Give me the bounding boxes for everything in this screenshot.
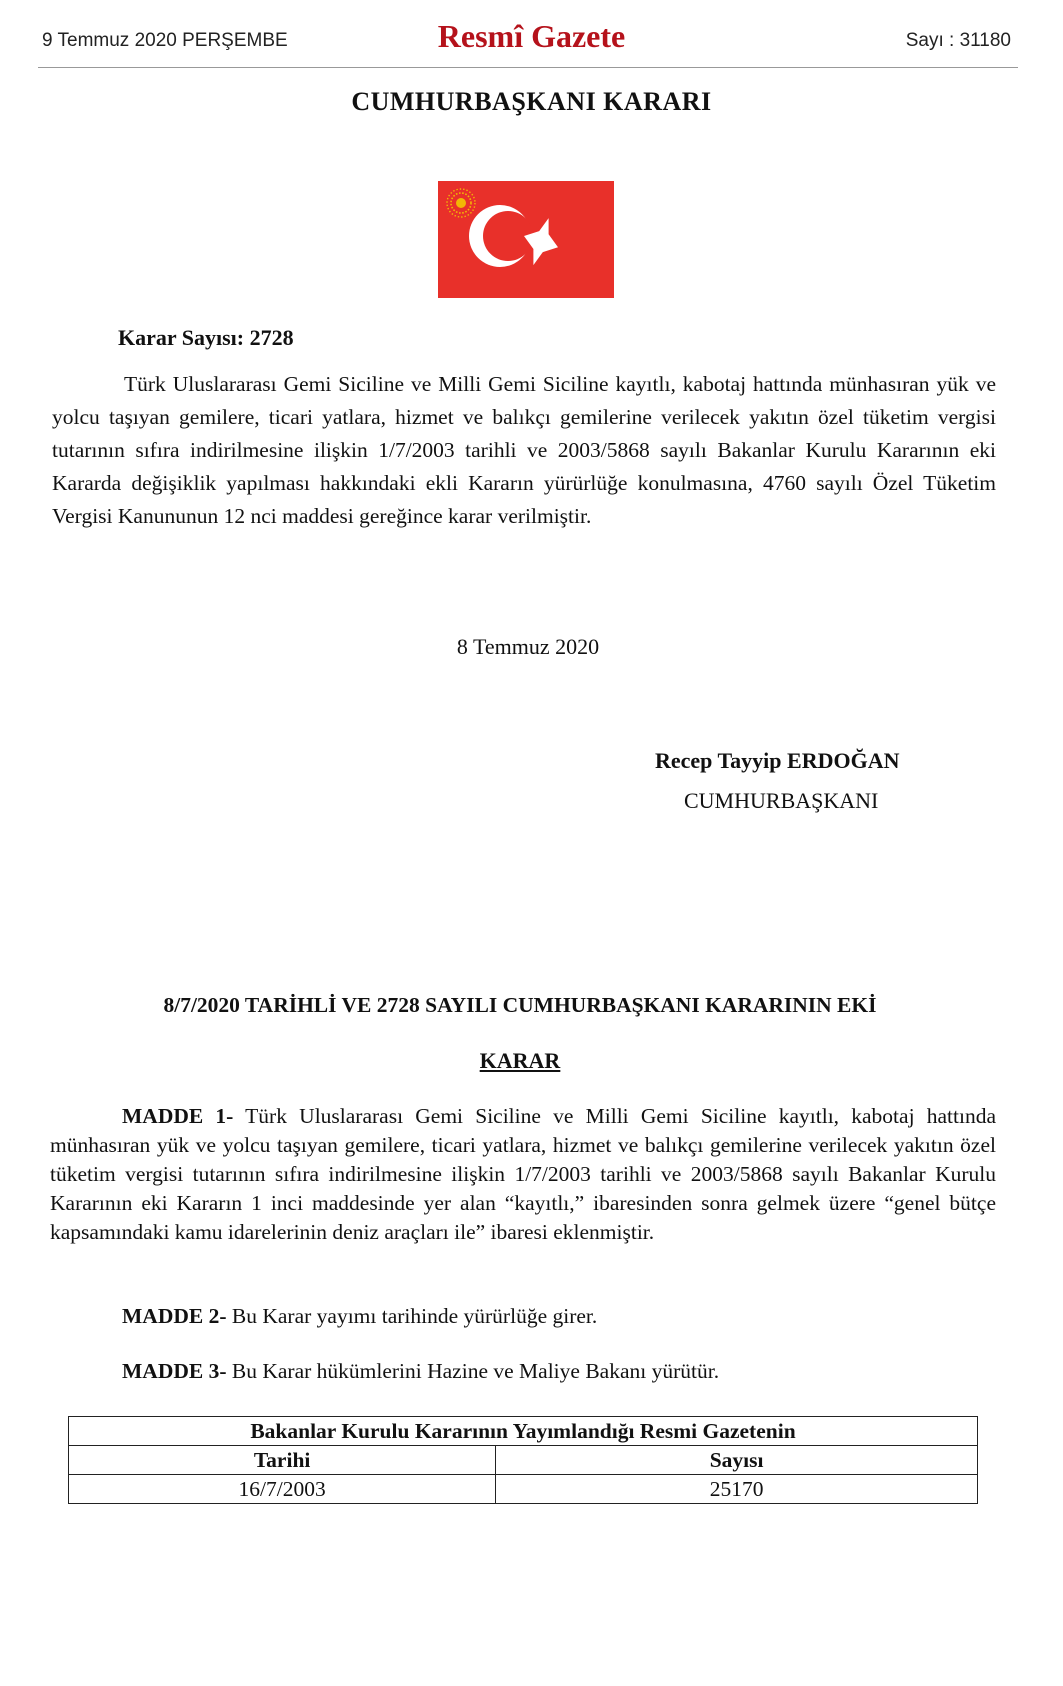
gazette-title: Resmî Gazete bbox=[437, 18, 626, 54]
cell-number: 25170 bbox=[496, 1475, 978, 1504]
signer-title: CUMHURBAŞKANI bbox=[684, 788, 879, 813]
table-caption: Bakanlar Kurulu Kararının Yayımlandığı Resmi Gazetenin bbox=[69, 1417, 978, 1446]
annex-title: KARAR bbox=[479, 1048, 561, 1073]
cell-date: 16/7/2003 bbox=[69, 1475, 496, 1504]
table-header-row bbox=[69, 1446, 978, 1475]
header-issue-number: Sayı : 31180 bbox=[905, 30, 1011, 51]
header-date: 9 Temmuz 2020 PERŞEMBE bbox=[42, 30, 288, 51]
annex-heading: 8/7/2020 TARİHLİ VE 2728 SAYILI CUMHURBAŞKANI KARARININ EKİ bbox=[163, 993, 877, 1017]
article-2 bbox=[122, 1304, 597, 1329]
article-2-text: Bu Karar yayımı tarihinde yürürlüğe girer. bbox=[226, 1304, 598, 1328]
decree-number: Karar Sayısı: 2728 bbox=[118, 325, 294, 350]
article-1-text: Türk Uluslararası Gemi Siciline ve Milli Gemi Siciline kayıtlı, kabotaj hattında münhasıran yük ve yolcu taşıyan gemilere, ticari yatlara, hizmet ve balıkçı gemilerine verilecek yakıtın özel tüketim vergisi tutarının sıfıra indirilmesine ilişkin 1/7/2003 tarihli ve 2003/5868 sayılı Bakanlar Kurulu Kararının eki Kararın 1 inci maddesinde yer alan “kayıtlı,” ibaresinden sonra gelmek üzere “genel bütçe kapsamındaki kamu idarelerinin deniz araçları ile” ibaresi eklenmiştir. bbox=[50, 1104, 997, 1244]
article-3 bbox=[122, 1359, 719, 1384]
header-divider bbox=[38, 67, 1018, 68]
article-3-label: MADDE 3- bbox=[122, 1359, 227, 1383]
signer-name: Recep Tayyip ERDOĞAN bbox=[655, 748, 900, 773]
decree-body: Türk Uluslararası Gemi Siciline ve Milli Gemi Siciline kayıtlı, kabotaj hattında münhasıran yük ve yolcu taşıyan gemilere, ticari yatlara, hizmet ve balıkçı gemilerine verilecek yakıtın özel tüketim vergisi tutarının sıfıra indirilmesine ilişkin 1/7/2003 tarihli ve 2003/5868 sayılı Bakanlar Kurulu Kararının eki Kararda değişiklik yapılması hakkındaki ekli Kararın yürürlüğe konulmasına, 4760 sayılı Özel Tüketim Vergisi Kanununun 12 nci maddesi gereğince karar verilmiştir. bbox=[52, 372, 996, 528]
column-header-number: Sayısı bbox=[496, 1446, 978, 1475]
article-2-label: MADDE 2- bbox=[122, 1304, 227, 1328]
decree-date: 8 Temmuz 2020 bbox=[456, 634, 600, 659]
reference-table bbox=[68, 1416, 978, 1504]
turkish-flag-icon bbox=[438, 181, 614, 298]
column-header-date: Tarihi bbox=[69, 1446, 496, 1475]
decree-heading: CUMHURBAŞKANI KARARI bbox=[351, 87, 712, 116]
article-1-label: MADDE 1- bbox=[122, 1104, 234, 1128]
table-caption-row bbox=[69, 1417, 978, 1446]
table-row bbox=[69, 1475, 978, 1504]
article-1 bbox=[50, 1102, 996, 1247]
article-3-text: Bu Karar hükümlerini Hazine ve Maliye Bakanı yürütür. bbox=[226, 1359, 720, 1383]
